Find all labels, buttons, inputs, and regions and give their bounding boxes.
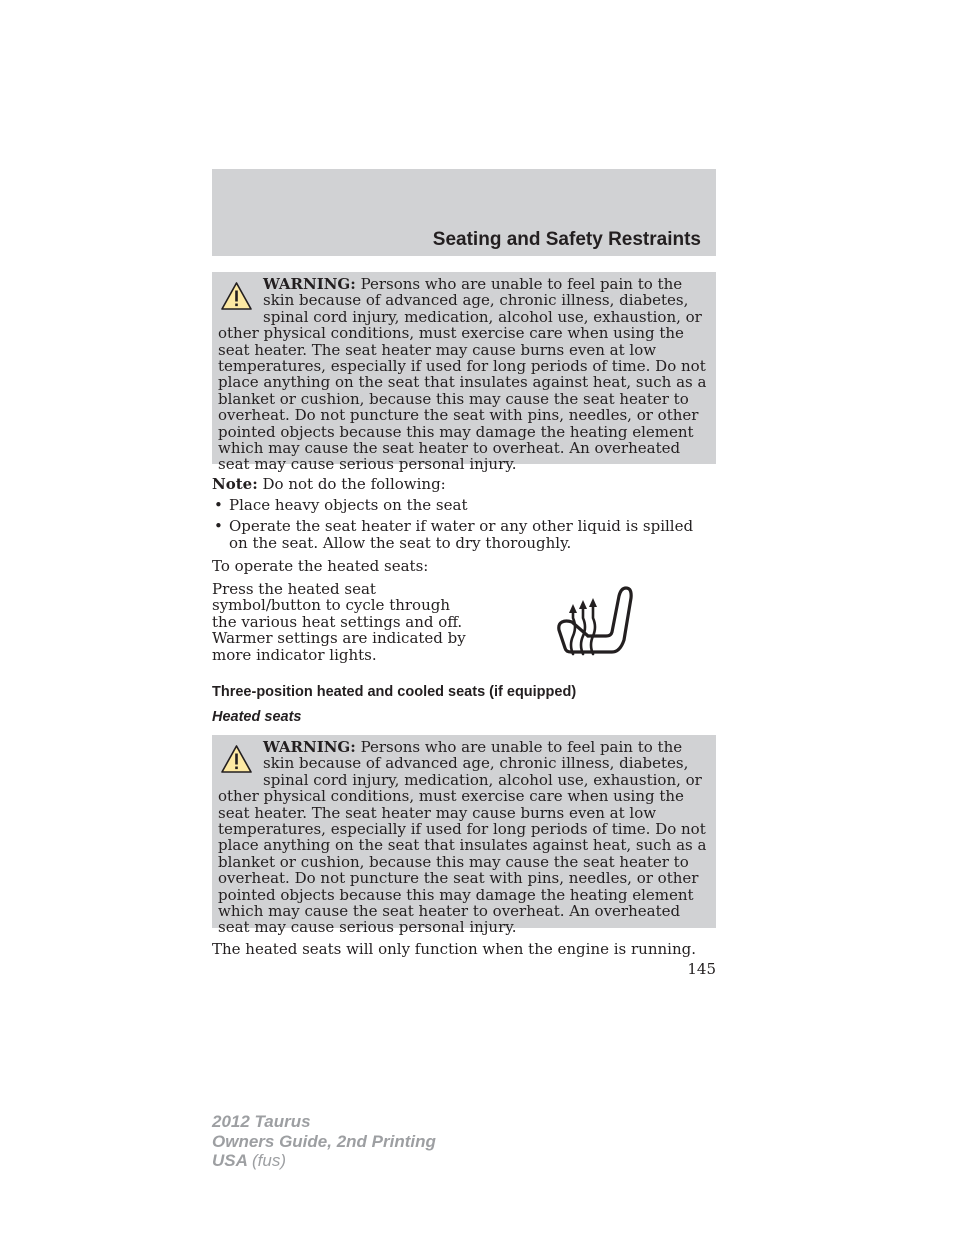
warning-box-heated-seat xyxy=(212,272,716,474)
engine-running-note: The heated seats will only function when the engine is running. xyxy=(212,940,696,958)
section-header-band xyxy=(212,169,716,256)
warning-text xyxy=(218,739,710,936)
warning-box-heated-seat-2 xyxy=(212,735,716,937)
footer-model: 2012 Taurus xyxy=(212,1112,311,1131)
warning-body: Persons who are unable to feel pain to the skin because of advanced age, chronic illness, diabetes, spinal cord injury, medication, alcohol use, exhaustion, or other physical conditions, must exercise care when using the seat heater. The seat heater may cause burns even at low temperatures, especially if used for long periods of time. Do not place anything on the seat that insulates against heat, such as a blanket or cushion, because this may cause the seat heater to overheat. Do not puncture the seat with pins, needles, or other pointed objects because this may damage the heating element which may cause the seat heater to overheat. An overheated seat may cause serious personal injury. xyxy=(218,738,707,937)
footer-guide: Owners Guide, 2nd Printing xyxy=(212,1131,436,1151)
bullet-text: Operate the seat heater if water or any other liquid is spilled on the seat. Allow the seat to dry thoroughly. xyxy=(229,517,694,552)
warning-triangle-icon xyxy=(220,281,253,311)
operate-intro: To operate the heated seats: xyxy=(212,557,429,575)
operate-instructions: Press the heated seat symbol/button to cycle through the various heat settings and off. Warmer settings are indicated by more indicator lights. xyxy=(212,580,466,664)
footer-region xyxy=(212,1151,436,1171)
list-item: • Place heavy objects on the seat xyxy=(214,496,468,514)
section-title: Seating and Safety Restraints xyxy=(432,229,701,250)
document-footer xyxy=(212,1112,436,1171)
note-text: Do not do the following: xyxy=(262,475,446,493)
note-bullet-list xyxy=(212,497,716,556)
warning-label: WARNING: xyxy=(263,738,356,756)
warning-label: WARNING: xyxy=(263,275,356,293)
heated-seat-icon xyxy=(554,584,634,656)
footer-country: USA xyxy=(212,1151,248,1170)
warning-triangle-icon xyxy=(220,744,253,774)
warning-text xyxy=(218,276,710,473)
warning-body: Persons who are unable to feel pain to the skin because of advanced age, chronic illness, diabetes, spinal cord injury, medication, alcohol use, exhaustion, or other physical conditions, must exercise care when using the seat heater. The seat heater may cause burns even at low temperatures, especially if used for long periods of time. Do not place anything on the seat that insulates against heat, such as a blanket or cushion, because this may cause the seat heater to overheat. Do not puncture the seat with pins, needles, or other pointed objects because this may damage the heating element which may cause the seat heater to overheat. An overheated seat may cause serious personal injury. xyxy=(218,275,707,474)
page-number: 145 xyxy=(687,960,716,978)
bullet-text: Place heavy objects on the seat xyxy=(229,496,468,514)
footer-code: (fus) xyxy=(252,1151,286,1170)
subheading-three-position-seats: Three-position heated and cooled seats (if equipped) xyxy=(212,684,577,700)
note-paragraph xyxy=(212,476,446,492)
subheading-heated-seats: Heated seats xyxy=(212,709,302,725)
note-label: Note: xyxy=(212,475,258,493)
list-item: • Operate the seat heater if water or any other liquid is spilled on the seat. Allow the seat to dry thoroughly. xyxy=(214,517,694,552)
